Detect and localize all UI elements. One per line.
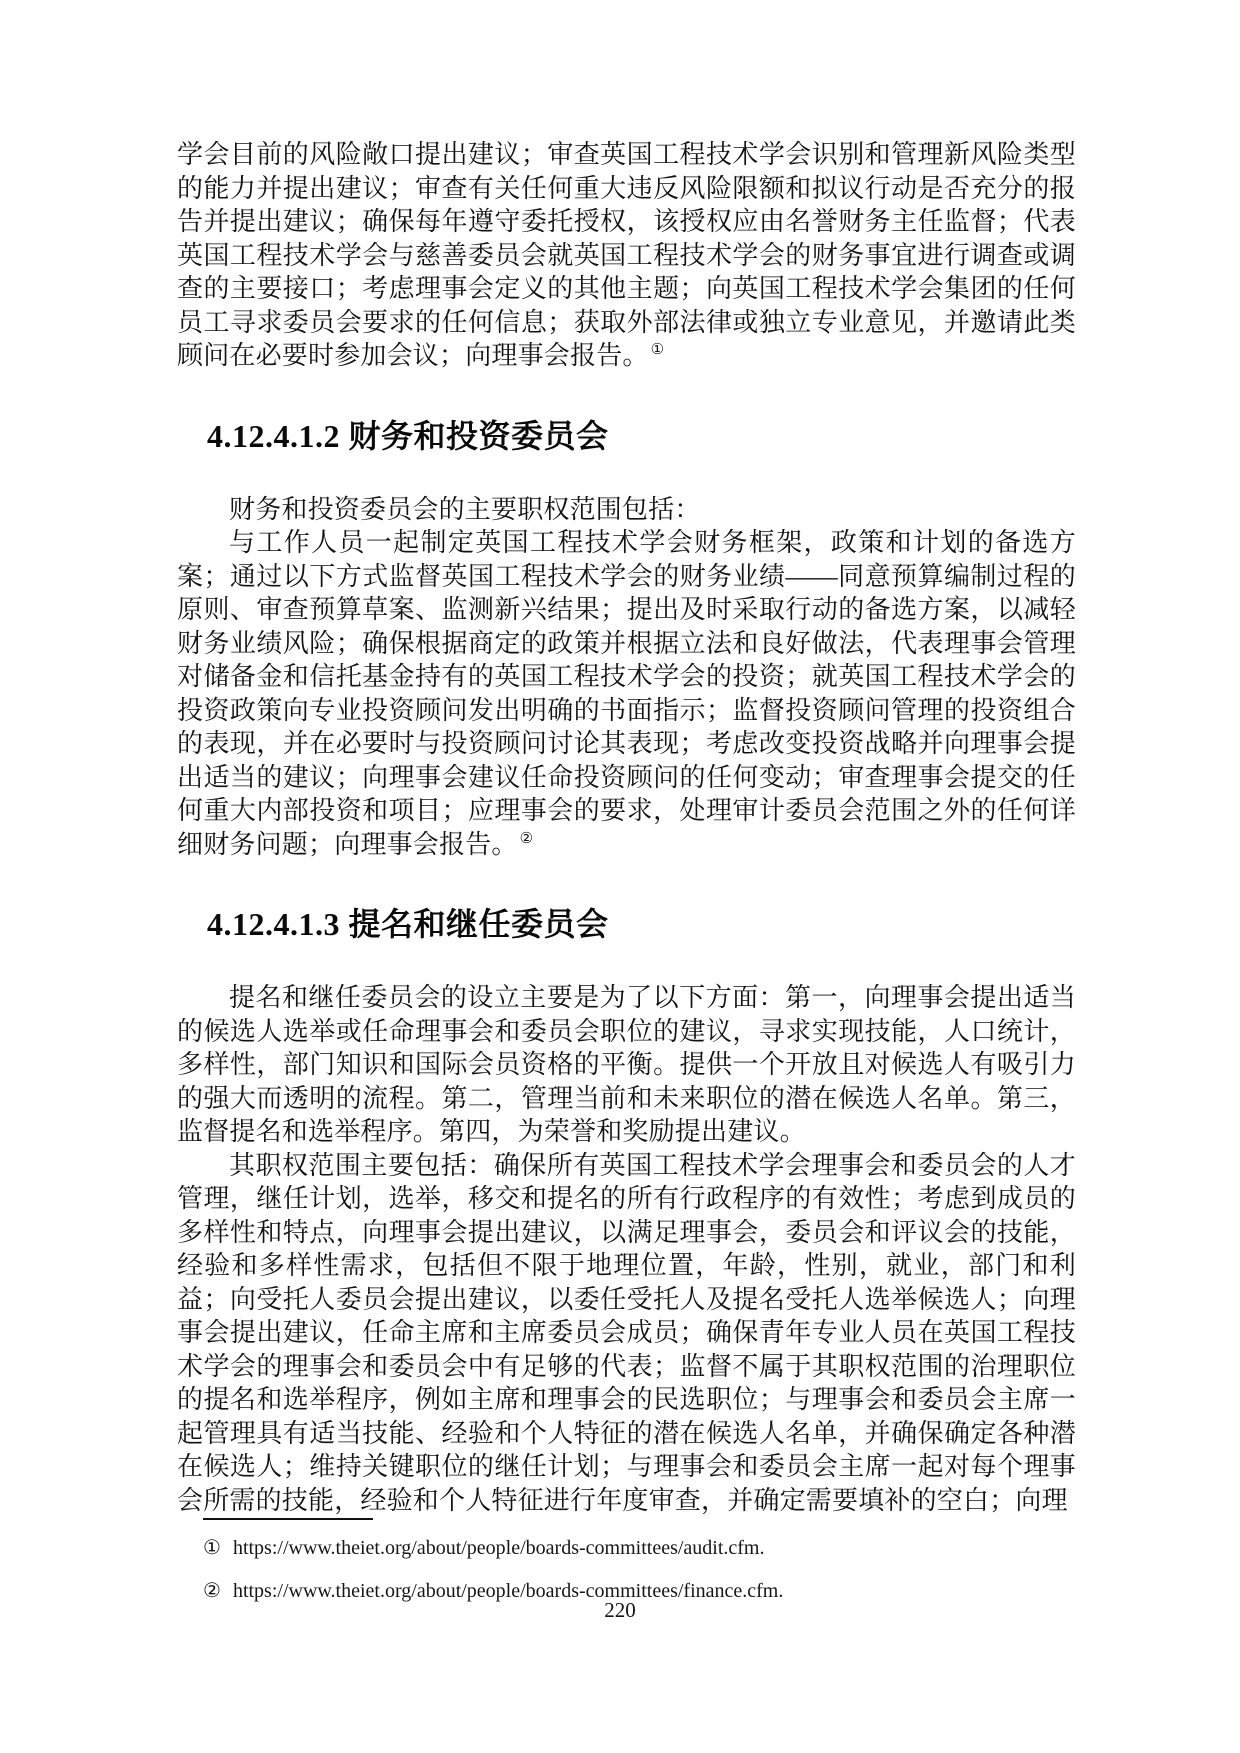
footnote-url: https://www.theiet.org/about/people/boards-committees/finance.cfm. [232, 1580, 784, 1602]
paragraph [177, 493, 1076, 527]
page-body [177, 138, 1076, 1517]
footnote-item [203, 1536, 1083, 1560]
paragraph-text: 学会目前的风险敞口提出建议；审查英国工程技术学会识别和管理新风险类型的能力并提出建议；审查有关任何重大违反风险限额和拟议行动是否充分的报告并提出建议；确保每年遵守委托授权，该授权应由名誉财务主任监督；代表英国工程技术学会与慈善委员会就英国工程技术学会的财务事宜进行调查或调查的主要接口；考虑理事会定义的其他主题；向英国工程技术学会集团的任何员工寻求委员会要求的任何信息；获取外部法律或独立专业意见，并邀请此类顾问在必要时参加会议；向理事会报告。 [177, 140, 1076, 370]
section-heading-finance-investment-committee: 4.12.4.1.2 财务和投资委员会 [207, 417, 609, 454]
paragraph-text: 提名和继任委员会的设立主要是为了以下方面：第一，向理事会提出适当的候选人选举或任命理事会和委员会职位的建议，寻求实现技能，人口统计，多样性，部门知识和国际会员资格的平衡。提供一个开放且对候选人有吸引力的强大而透明的流程。第二，管理当前和未来职位的潜在候选人名单。第三，监督提名和选举程序。第四，为荣誉和奖励提出建议。 [177, 983, 1076, 1146]
paragraph [177, 1149, 1076, 1518]
page-number: 220 [604, 1598, 636, 1622]
footnote-reference-2: ② [519, 830, 534, 847]
paragraph [177, 526, 1076, 861]
paragraph-text: 其职权范围主要包括：确保所有英国工程技术学会理事会和委员会的人才管理，继任计划，选举，移交和提名的所有行政程序的有效性；考虑到成员的多样性和特点，向理事会提出建议，以满足理事会，委员会和评议会的技能，经验和多样性需求，包括但不限于地理位置，年龄，性别，就业，部门和利益；向受托人委员会提出建议，以委任受托人及提名受托人选举候选人；向理事会提出建议，任命主席和主席委员会成员；确保青年专业人员在英国工程技术学会的理事会和委员会中有足够的代表；监督不属于其职权范围的治理职位的提名和选举程序，例如主席和理事会的民选职位；与理事会和委员会主席一起管理具有适当技能、经验和个人特征的潜在候选人名单，并确保确定各种潜在候选人；维持关键职位的继任计划；与理事会和委员会主席一起对每个理事会所需的技能，经验和个人特征进行年度审查，并确定需要填补的空白；向理 [177, 1150, 1076, 1515]
paragraph-text: 财务和投资委员会的主要职权范围包括： [229, 494, 701, 524]
footnote-separator [203, 1518, 373, 1520]
section-heading-nomination-succession-committee: 4.12.4.1.3 提名和继任委员会 [207, 906, 609, 942]
paragraph [177, 981, 1076, 1149]
continuation-paragraph [177, 138, 1076, 373]
paragraph-text: 与工作人员一起制定英国工程技术学会财务框架，政策和计划的备选方案；通过以下方式监督英国工程技术学会的财务业绩——同意预算编制过程的原则、审查预算草案、监测新兴结果；提出及时采取行动的备选方案，以减轻财务业绩风险；确保根据商定的政策并根据立法和良好做法，代表理事会管理对储备金和信托基金持有的英国工程技术学会的投资；就英国工程技术学会的投资政策向专业投资顾问发出明确的书面指示；监督投资顾问管理的投资组合的表现，并在必要时与投资顾问讨论其表现；考虑改变投资战略并向理事会提出适当的建议；向理事会建议任命投资顾问的任何变动；审查理事会提交的任何重大内部投资和项目；应理事会的要求，处理审计委员会范围之外的任何详细财务问题；向理事会报告。 [177, 528, 1076, 859]
footnote-marker: ① [203, 1537, 221, 1559]
footnote-reference-1: ① [650, 342, 665, 359]
footnote-url: https://www.theiet.org/about/people/boards-committees/audit.cfm. [232, 1537, 765, 1559]
footnote-marker: ② [203, 1580, 221, 1602]
